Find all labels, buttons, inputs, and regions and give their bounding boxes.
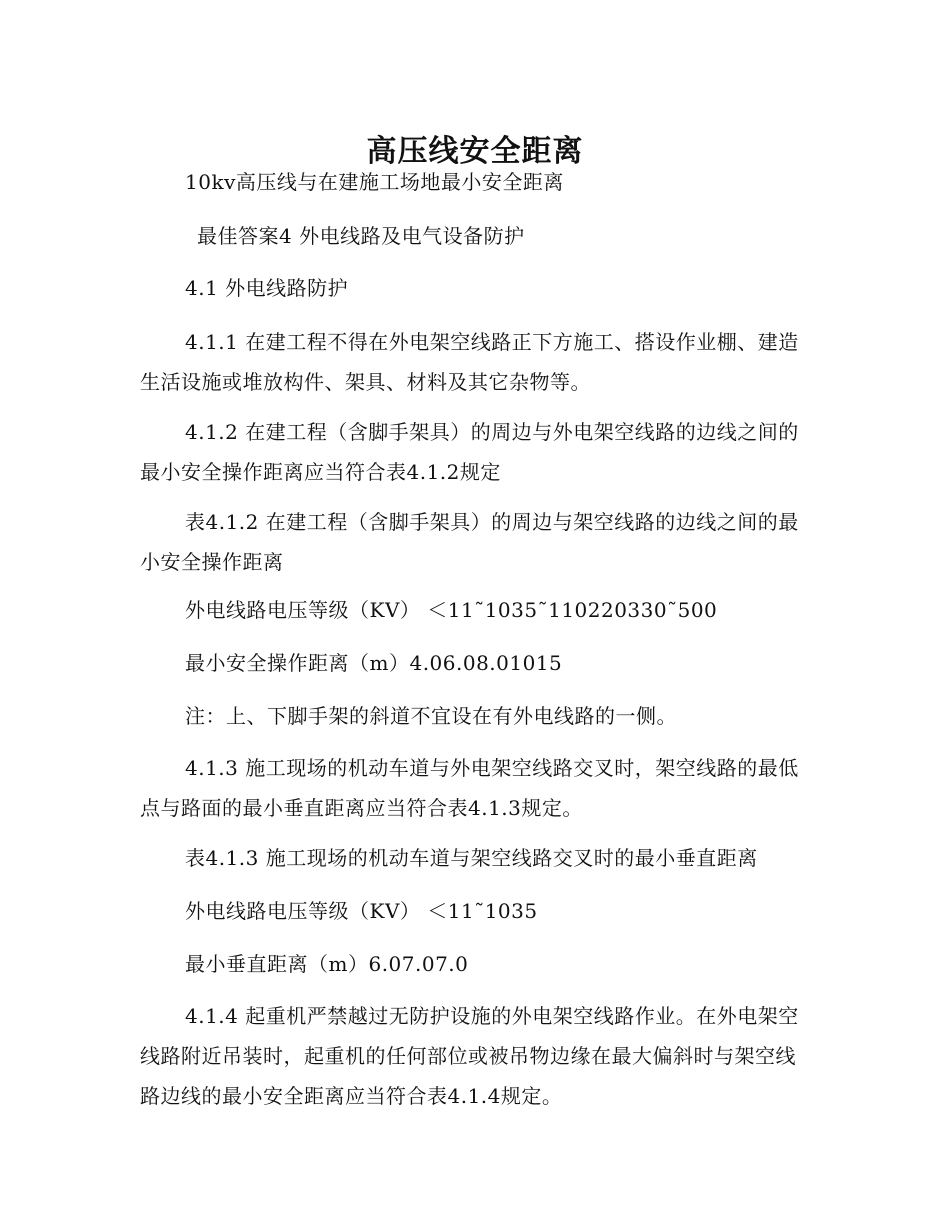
paragraph-best-answer: 最佳答案4 外电线路及电气设备防护: [197, 224, 525, 248]
table-row-voltage-4-1-2: 外电线路电压等级（KV） ＜11˜1035˜110220330˜500: [185, 598, 718, 622]
document-title: 高压线安全距离: [366, 134, 584, 170]
paragraph-subtitle: 10kv高压线与在建施工场地最小安全距离: [185, 170, 564, 194]
table-row-distance-4-1-2: 最小安全操作距离（m）4.06.08.01015: [185, 651, 563, 675]
table-row-voltage-4-1-3: 外电线路电压等级（KV） ＜11˜1035: [185, 899, 538, 923]
paragraph-4-1-3: 4.1.3 施工现场的机动车道与外电架空线路交叉时，架空线路的最低点与路面的最小垂直距离应当符合表4.1.3规定。: [140, 756, 799, 820]
table-caption-4-1-2: 表4.1.2 在建工程（含脚手架具）的周边与架空线路的边线之间的最小安全操作距离: [140, 510, 799, 574]
paragraph-4-1-4: 4.1.4 起重机严禁越过无防护设施的外电架空线路作业。在外电架空线路附近吊装时，起重机的任何部位或被吊物边缘在最大偏斜时与架空线路边线的最小安全距离应当符合表4.1.4规定。: [140, 1004, 799, 1108]
paragraph-4-1-1: 4.1.1 在建工程不得在外电架空线路正下方施工、搭设作业棚、建造生活设施或堆放构件、架具、材料及其它杂物等。: [140, 330, 799, 394]
paragraph-4-1-2: 4.1.2 在建工程（含脚手架具）的周边与外电架空线路的边线之间的最小安全操作距离应当符合表4.1.2规定: [140, 420, 799, 484]
table-row-distance-4-1-3: 最小垂直距离（m）6.07.07.0: [185, 952, 469, 976]
section-heading-4-1: 4.1 外电线路防护: [185, 276, 349, 300]
table-caption-4-1-3: 表4.1.3 施工现场的机动车道与架空线路交叉时的最小垂直距离: [185, 846, 758, 870]
paragraph-note: 注：上、下脚手架的斜道不宜设在有外电线路的一侧。: [185, 704, 677, 728]
